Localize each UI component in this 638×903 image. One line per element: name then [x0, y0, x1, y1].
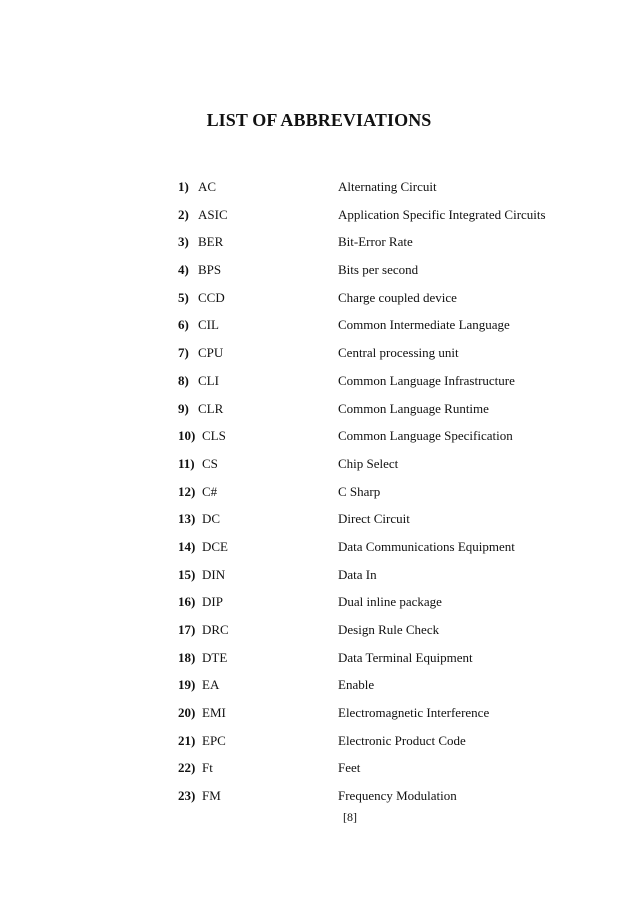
abbreviation-row [178, 345, 598, 373]
item-number: 22) [178, 760, 196, 776]
abbreviation-term: DTE [202, 649, 228, 665]
abbreviation-definition: Bits per second [338, 262, 419, 278]
abbreviation-row [178, 677, 598, 705]
abbreviation-definition: Alternating Circuit [338, 179, 437, 194]
item-number: 17) [178, 622, 196, 637]
item-number: 11) [178, 455, 195, 471]
abbreviation-row [178, 317, 598, 345]
abbreviation-definition: Common Language Specification [338, 428, 513, 444]
abbreviation-definition: Central processing unit [338, 345, 459, 361]
abbreviation-term: DRC [202, 622, 229, 637]
item-number: 1) [178, 179, 189, 194]
page-title: LIST OF ABBREVIATIONS [206, 110, 432, 130]
abbreviation-row [178, 594, 598, 622]
abbreviation-term: CIL [198, 317, 219, 333]
abbreviation-term: BPS [198, 262, 222, 278]
abbreviation-term: EPC [202, 732, 226, 748]
page-number: [8] [343, 810, 357, 824]
item-number: 20) [178, 705, 196, 721]
abbreviation-row [178, 262, 598, 290]
abbreviation-term: DIN [202, 566, 226, 582]
item-number: 4) [178, 262, 189, 278]
abbreviation-definition: Bit-Error Rate [338, 234, 413, 250]
abbreviation-definition: Enable [338, 677, 375, 693]
abbreviation-row [178, 567, 598, 595]
abbreviation-definition: Data Communications Equipment [338, 538, 515, 554]
abbreviation-definition: Common Intermediate Language [338, 317, 510, 333]
abbreviation-row [178, 622, 598, 650]
abbreviation-definition: Charge coupled device [338, 289, 457, 305]
abbreviation-row [178, 234, 598, 262]
abbreviation-term: DCE [202, 538, 228, 554]
abbreviation-definition: Dual inline package [338, 594, 442, 610]
item-number: 7) [178, 345, 189, 361]
item-number: 12) [178, 483, 196, 499]
abbreviation-definition: Electronic Product Code [338, 732, 466, 748]
item-number: 13) [178, 511, 196, 527]
abbreviation-term: ASIC [198, 206, 228, 222]
abbreviation-term: Ft [202, 760, 213, 776]
item-number: 14) [178, 538, 196, 554]
abbreviation-row [178, 705, 598, 733]
abbreviation-term: DC [202, 511, 221, 527]
abbreviation-definition: C Sharp [338, 483, 381, 499]
abbreviation-row [178, 788, 598, 816]
abbreviation-definition: Frequency Modulation [338, 788, 457, 804]
abbreviation-term: EA [202, 677, 220, 693]
item-number: 2) [178, 206, 189, 222]
abbreviation-definition: Common Language Infrastructure [338, 372, 515, 388]
abbreviation-row [178, 428, 598, 456]
abbreviation-term: CS [202, 455, 218, 471]
abbreviation-term: CLI [198, 372, 219, 388]
item-number: 23) [178, 788, 196, 804]
abbreviation-definition: Data In [338, 566, 377, 582]
abbreviation-row [178, 650, 598, 678]
item-number: 9) [178, 400, 189, 416]
abbreviation-term: CCD [198, 289, 225, 305]
abbreviation-row [178, 511, 598, 539]
item-number: 21) [178, 732, 196, 748]
abbreviation-term: CLS [202, 428, 226, 444]
abbreviation-row [178, 539, 598, 567]
item-number: 19) [178, 677, 196, 693]
item-number: 5) [178, 289, 189, 305]
item-number: 8) [178, 372, 189, 388]
abbreviation-list [178, 179, 598, 816]
abbreviation-definition: Common Language Runtime [338, 400, 489, 416]
abbreviation-definition: Chip Select [338, 455, 399, 471]
abbreviation-row [178, 179, 598, 207]
item-number: 16) [178, 594, 196, 610]
abbreviation-row [178, 373, 598, 401]
abbreviation-definition: Feet [338, 760, 361, 776]
abbreviation-term: EMI [202, 705, 226, 721]
abbreviation-row [178, 290, 598, 318]
abbreviation-term: C# [202, 483, 218, 499]
abbreviation-row [178, 484, 598, 512]
abbreviation-definition: Electromagnetic Interference [338, 705, 490, 721]
abbreviation-term: AC [198, 179, 217, 194]
abbreviation-definition: Design Rule Check [338, 622, 440, 637]
abbreviation-definition: Direct Circuit [338, 511, 410, 527]
abbreviation-term: DIP [202, 594, 223, 610]
abbreviation-term: CPU [198, 345, 224, 361]
abbreviation-row [178, 733, 598, 761]
abbreviation-term: FM [202, 788, 221, 804]
abbreviation-term: CLR [198, 400, 224, 416]
abbreviation-row [178, 760, 598, 788]
item-number: 10) [178, 428, 196, 444]
item-number: 15) [178, 566, 196, 582]
item-number: 18) [178, 649, 196, 665]
abbreviation-row [178, 207, 598, 235]
abbreviation-definition: Application Specific Integrated Circuits [338, 206, 546, 222]
abbreviation-row [178, 401, 598, 429]
abbreviation-term: BER [198, 234, 224, 250]
item-number: 6) [178, 317, 189, 333]
item-number: 3) [178, 234, 189, 250]
abbreviation-definition: Data Terminal Equipment [338, 649, 473, 665]
abbreviation-row [178, 456, 598, 484]
